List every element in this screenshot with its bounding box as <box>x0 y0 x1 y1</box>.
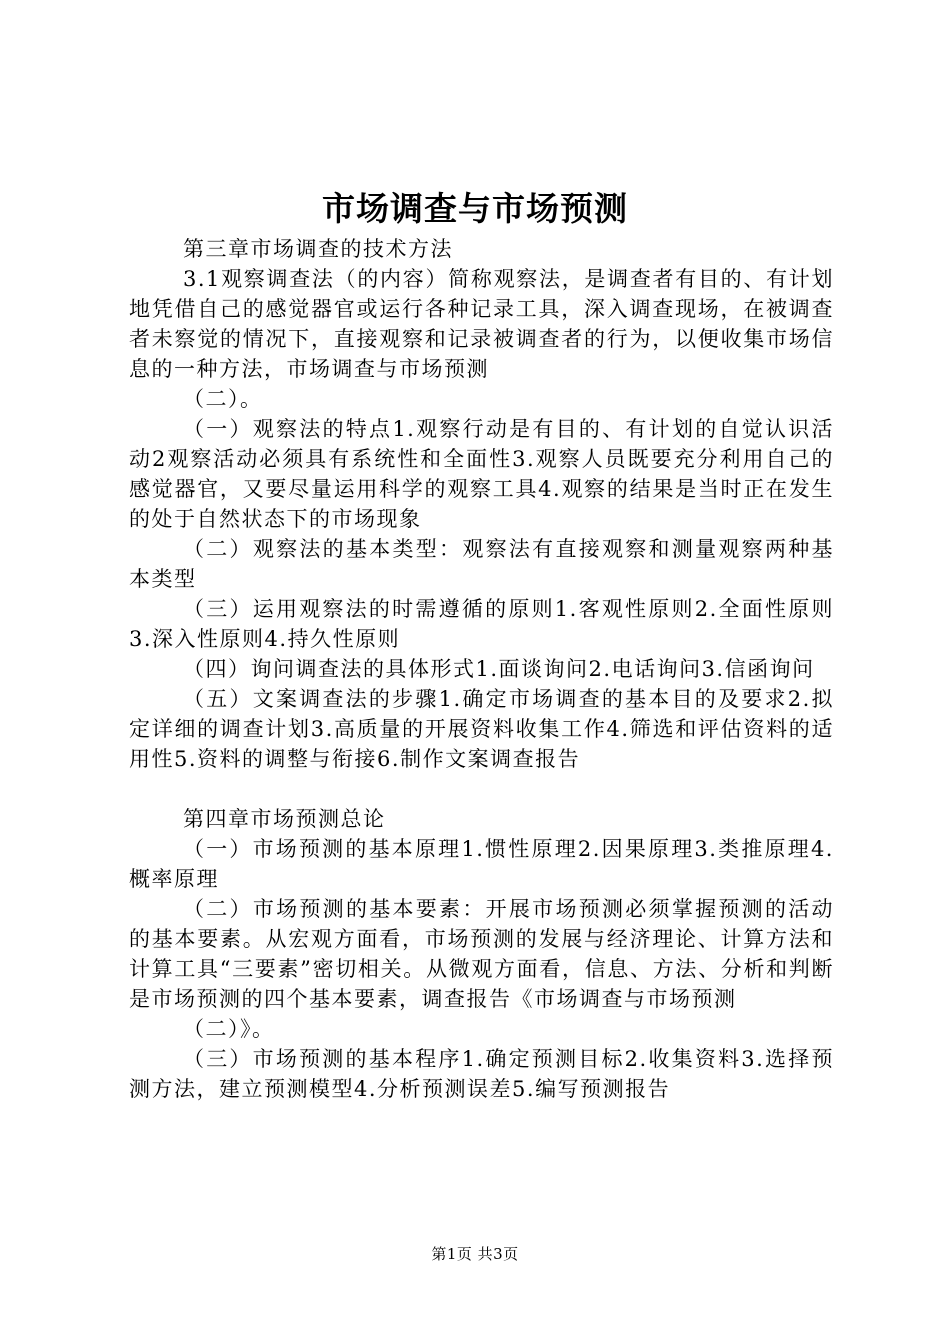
document-title: 市场调查与市场预测 <box>322 189 628 228</box>
chapter-heading: 第三章市场调查的技术方法 <box>183 237 453 261</box>
body-paragraph: （一）观察法的特点1.观察行动是有目的、有计划的自觉认识活动2观察活动必须具有系统性和全面性3.观察人员既要充分利用自己的感觉器官，又要尽量运用科学的观察工具4.观察的结果是当时正在发生的处于自然状态下的市场现象 <box>129 417 834 531</box>
body-paragraph: （三）运用观察法的时需遵循的原则1.客观性原则2.全面性原则3.深入性原则4.持久性原则 <box>129 597 834 651</box>
body-paragraph: （二）。 <box>183 387 263 411</box>
document-body <box>129 234 834 1104</box>
body-paragraph: （二）市场预测的基本要素：开展市场预测必须掌握预测的活动的基本要素。从宏观方面看，市场预测的发展与经济理论、计算方法和计算工具“三要素”密切相关。从微观方面看，信息、方法、分析和判断是市场预测的四个基本要素，调查报告《市场调查与市场预测 <box>129 897 834 1011</box>
body-paragraph: （五）文案调查法的步骤1.确定市场调查的基本目的及要求2.拟定详细的调查计划3.高质量的开展资料收集工作4.筛选和评估资料的适用性5.资料的调整与衔接6.制作文案调查报告 <box>129 687 834 771</box>
paragraph-gap <box>129 774 834 804</box>
body-paragraph: （一）市场预测的基本原理1.惯性原理2.因果原理3.类推原理4.概率原理 <box>129 837 834 891</box>
body-paragraph: （二）观察法的基本类型：观察法有直接观察和测量观察两种基本类型 <box>129 537 834 591</box>
body-paragraph: （三）市场预测的基本程序1.确定预测目标2.收集资料3.选择预测方法，建立预测模型4.分析预测误差5.编写预测报告 <box>129 1047 834 1101</box>
body-paragraph: （二）》。 <box>183 1017 275 1041</box>
body-paragraph: 3.1观察调查法（的内容）简称观察法，是调查者有目的、有计划地凭借自己的感觉器官或运行各种记录工具，深入调查现场，在被调查者未察觉的情况下，直接观察和记录被调查者的行为，以便收集市场信息的一种方法，市场调查与市场预测 <box>129 267 834 381</box>
chapter-heading: 第四章市场预测总论 <box>183 807 386 831</box>
body-paragraph: （四）询问调查法的具体形式1.面谈询问2.电话询问3.信函询问 <box>183 657 815 681</box>
page-footer: 第1页 共3页 <box>431 1245 519 1263</box>
